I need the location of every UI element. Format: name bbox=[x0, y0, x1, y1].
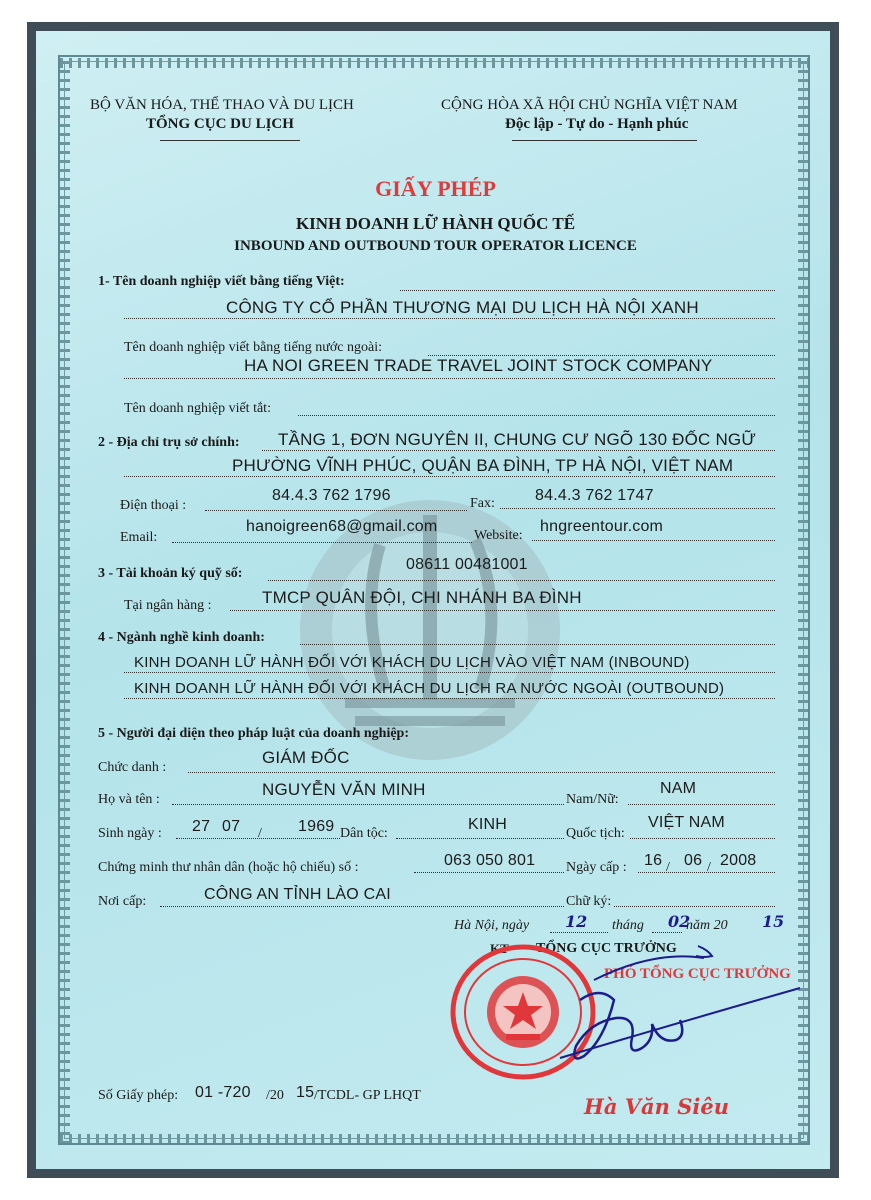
dob-year: 1969 bbox=[298, 818, 335, 835]
address-line1: TẦNG 1, ĐƠN NGUYÊN II, CHUNG CƯ NGÕ 130 ĐỐC NGỮ bbox=[278, 430, 757, 449]
bank-label: Tại ngân hàng : bbox=[124, 598, 212, 613]
dob-month: 07 bbox=[222, 818, 241, 835]
position-label: Chức danh : bbox=[98, 760, 167, 775]
dotted-line bbox=[652, 932, 682, 933]
dotted-line bbox=[614, 906, 775, 907]
country-name: CỘNG HÒA XÃ HỘI CHỦ NGHĨA VIỆT NAM bbox=[441, 97, 738, 113]
fullname-label: Họ và tên : bbox=[98, 792, 160, 807]
website-url: hngreentour.com bbox=[540, 518, 664, 535]
fax-label: Fax: bbox=[470, 496, 495, 511]
section1-label: 1- Tên doanh nghiệp viết bằng tiếng Việt: bbox=[98, 274, 345, 289]
date-prefix: Hà Nội, ngày bbox=[454, 918, 530, 933]
deputy-title-stamp: PHÓ TỔNG CỤC TRƯỞNG bbox=[604, 966, 791, 982]
agency-name: TỔNG CỤC DU LỊCH bbox=[146, 116, 294, 132]
dotted-line bbox=[638, 872, 775, 873]
document-title: GIẤY PHÉP bbox=[375, 176, 496, 201]
dotted-line bbox=[172, 542, 472, 543]
representative-name: NGUYỄN VĂN MINH bbox=[262, 780, 426, 799]
phone-label: Điện thoại : bbox=[120, 498, 187, 513]
address-line2: PHƯỜNG VĨNH PHÚC, QUẬN BA ĐÌNH, TP HÀ NỘI, VIỆT NAM bbox=[232, 456, 734, 475]
dotted-line bbox=[124, 476, 775, 477]
issue-place-label: Nơi cấp: bbox=[98, 894, 147, 909]
issue-month-handwritten: 02 bbox=[668, 912, 691, 931]
website-label: Website: bbox=[474, 528, 523, 543]
dotted-line bbox=[414, 872, 564, 873]
dotted-line bbox=[630, 838, 775, 839]
email-label: Email: bbox=[120, 530, 158, 545]
dotted-line bbox=[124, 698, 775, 699]
national-motto: Độc lập - Tự do - Hạnh phúc bbox=[505, 116, 689, 132]
ethnic-label: Dân tộc: bbox=[340, 826, 388, 841]
dotted-line bbox=[300, 644, 775, 645]
dotted-line bbox=[532, 540, 775, 541]
section5-label: 5 - Người đại diện theo pháp luật của doanh nghiệp: bbox=[98, 726, 410, 741]
dotted-line bbox=[262, 450, 775, 451]
issue-year: 2008 bbox=[720, 852, 757, 869]
watermark-emblem bbox=[300, 470, 560, 770]
dotted-line bbox=[396, 838, 564, 839]
signature-label: Chữ ký: bbox=[566, 894, 612, 909]
issue-year-handwritten: 15 bbox=[762, 912, 785, 931]
header-right-underline bbox=[512, 140, 697, 141]
company-name-foreign: HA NOI GREEN TRADE TRAVEL JOINT STOCK COMPANY bbox=[244, 356, 713, 375]
year-label: năm 20 bbox=[686, 918, 728, 933]
fax-number: 84.4.3 762 1747 bbox=[535, 487, 654, 504]
ministry-name: BỘ VĂN HÓA, THỂ THAO VÀ DU LỊCH bbox=[90, 97, 354, 113]
month-label: tháng bbox=[612, 918, 644, 933]
gender-label: Nam/Nữ: bbox=[566, 792, 619, 807]
representative-nationality: VIỆT NAM bbox=[648, 814, 725, 831]
issue-slash: / bbox=[707, 860, 711, 875]
dotted-line bbox=[628, 804, 775, 805]
dotted-line bbox=[124, 672, 775, 673]
business-line-outbound: KINH DOANH LỮ HÀNH ĐỐI VỚI KHÁCH DU LỊCH RA NƯỚC NGOÀI (OUTBOUND) bbox=[134, 680, 725, 697]
signer-name: Hà Văn Siêu bbox=[584, 1094, 730, 1119]
dob-label: Sinh ngày : bbox=[98, 826, 162, 841]
foreign-name-label: Tên doanh nghiệp viết bằng tiếng nước ngoài: bbox=[124, 340, 382, 355]
dob-day: 27 bbox=[192, 818, 211, 835]
business-line-inbound: KINH DOANH LỮ HÀNH ĐỐI VỚI KHÁCH DU LỊCH VÀO VIỆT NAM (INBOUND) bbox=[134, 654, 690, 671]
issue-date-label: Ngày cấp : bbox=[566, 860, 627, 875]
dotted-line bbox=[400, 290, 775, 291]
dotted-line bbox=[124, 318, 775, 319]
dotted-line bbox=[172, 804, 564, 805]
section4-label: 4 - Ngành nghề kinh doanh: bbox=[98, 630, 265, 645]
handwritten-signature bbox=[550, 940, 810, 1070]
dotted-line bbox=[176, 838, 340, 839]
dotted-line bbox=[205, 510, 467, 511]
abbr-name-label: Tên doanh nghiệp viết tắt: bbox=[124, 401, 271, 416]
escrow-account-number: 08611 00481001 bbox=[406, 556, 528, 573]
licence-number-part2: /20 bbox=[266, 1088, 284, 1103]
document-subtitle-en: INBOUND AND OUTBOUND TOUR OPERATOR LICENCE bbox=[234, 238, 637, 254]
licence-number-part4: /TCDL- GP LHQT bbox=[314, 1088, 421, 1103]
bank-name: TMCP QUÂN ĐỘI, CHI NHÁNH BA ĐÌNH bbox=[262, 588, 582, 607]
section3-label: 3 - Tài khoản ký quỹ số: bbox=[98, 566, 243, 581]
licence-number-part1: 01 -720 bbox=[195, 1084, 251, 1101]
director-general-title: TỔNG CỤC TRƯỞNG bbox=[536, 941, 677, 956]
representative-gender: NAM bbox=[660, 780, 697, 797]
licence-number-label: Số Giấy phép: bbox=[98, 1088, 179, 1103]
issue-day-handwritten: 12 bbox=[565, 912, 588, 931]
dotted-line bbox=[298, 415, 775, 416]
representative-ethnicity: KINH bbox=[468, 816, 508, 833]
section2-label: 2 - Địa chỉ trụ sở chính: bbox=[98, 435, 240, 450]
dotted-line bbox=[550, 932, 608, 933]
dotted-line bbox=[160, 906, 564, 907]
licence-number-part3: 15 bbox=[296, 1084, 315, 1101]
company-name-vn: CÔNG TY CỔ PHẦN THƯƠNG MẠI DU LỊCH HÀ NỘI XANH bbox=[226, 298, 699, 317]
dob-slash: / bbox=[258, 826, 262, 841]
header-left-underline bbox=[160, 140, 300, 141]
issue-place: CÔNG AN TỈNH LÀO CAI bbox=[204, 886, 391, 903]
dotted-line bbox=[500, 508, 775, 509]
nationality-label: Quốc tịch: bbox=[566, 826, 625, 841]
dotted-line bbox=[188, 772, 775, 773]
kt-label: KT bbox=[490, 941, 509, 956]
id-number-label: Chứng minh thư nhân dân (hoặc hộ chiếu) số : bbox=[98, 860, 359, 875]
issue-month: 06 bbox=[684, 852, 703, 869]
phone-number: 84.4.3 762 1796 bbox=[272, 487, 391, 504]
dotted-line bbox=[230, 610, 775, 611]
document-subtitle-vn: KINH DOANH LỮ HÀNH QUỐC TẾ bbox=[295, 214, 576, 233]
issue-day: 16 bbox=[644, 852, 663, 869]
representative-id-number: 063 050 801 bbox=[444, 852, 536, 869]
issue-slash: / bbox=[666, 860, 670, 875]
email-address: hanoigreen68@gmail.com bbox=[246, 518, 438, 535]
representative-position: GIÁM ĐỐC bbox=[262, 748, 350, 767]
dotted-line bbox=[268, 580, 775, 581]
dotted-line bbox=[124, 378, 775, 379]
